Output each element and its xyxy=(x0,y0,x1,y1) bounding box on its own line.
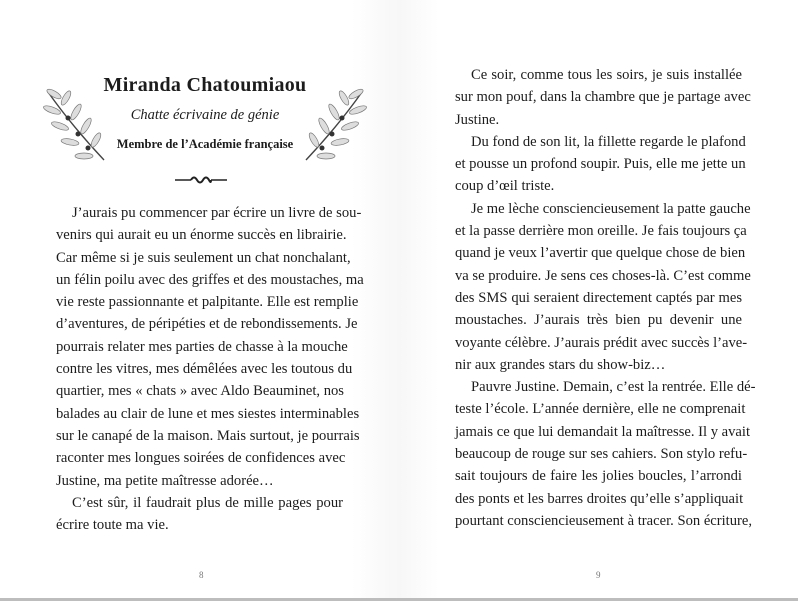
text-line: jamais ce que lui demandait la maîtresse. Il y avait xyxy=(455,423,751,440)
author-subtitle: Chatte écrivaine de génie xyxy=(130,107,280,123)
text-line: va se produire. Je sens ces choses-là. C’est comme xyxy=(455,267,751,284)
text-line: raconter mes longues soirées de confidences avec xyxy=(56,450,346,467)
text-line: un félin poilu avec des griffes et des moustaches, ma xyxy=(56,271,364,288)
text-line: vie reste passionnante et palpitante. Elle est remplie xyxy=(56,294,359,311)
left-page-body xyxy=(56,202,364,536)
text-line: contre les vitres, mes démêlées avec les toutous du xyxy=(56,361,353,378)
text-line: coup d’œil triste. xyxy=(455,178,555,195)
laurel-branch-icon xyxy=(300,86,368,164)
right-page xyxy=(399,0,798,599)
right-page-body xyxy=(455,64,756,532)
text-line: nir aux grandes stars du show-biz… xyxy=(455,356,666,373)
text-line: Je me lèche consciencieusement la patte gauche xyxy=(471,200,751,217)
text-line: Justine. xyxy=(455,111,500,128)
text-line: balades au clair de lune et mes siestes interminables xyxy=(56,405,360,422)
page-number: 8 xyxy=(199,570,204,580)
text-line: C’est sûr, il faudrait plus de mille pages pour xyxy=(72,494,343,511)
text-line: et la passe derrière mon oreille. Je fais toujours ça xyxy=(455,223,747,240)
left-page xyxy=(0,0,399,599)
text-line: pourtant consciencieusement à tracer. Son écriture, xyxy=(455,512,753,529)
text-line: sur le canapé de la maison. Mais surtout, je pourrais xyxy=(56,427,360,444)
text-line: beaucoup de rouge sur ses cahiers. Son stylo refu- xyxy=(455,446,748,463)
text-line: et pousse un profond soupir. Puis, elle me jette un xyxy=(455,156,746,173)
text-line: J’aurais pu commencer par écrire un livre de sou- xyxy=(72,205,362,221)
text-line: des SMS qui seraient directement captés par mes xyxy=(455,289,742,306)
text-line: Du fond de son lit, la fillette regarde le plafond xyxy=(471,133,746,150)
text-line: des ponts et les barres droites qu’elle s’appliquait xyxy=(455,490,744,507)
page-number: 9 xyxy=(596,570,601,580)
text-line: teste l’école. L’année dernière, elle ne comprenait xyxy=(455,401,746,418)
text-line: sur mon pouf, dans la chambre que je partage avec xyxy=(455,89,751,106)
text-line: Car même si je suis seulement un chat nonchalant, xyxy=(56,249,351,266)
text-line: Ce soir, comme tous les soirs, je suis installée xyxy=(471,67,742,83)
text-line: Justine, ma petite maîtresse adorée… xyxy=(56,472,274,489)
text-line: venirs qui aurait eu un énorme succès en librairie. xyxy=(56,227,347,244)
text-line: écrire toute ma vie. xyxy=(56,517,169,534)
author-membership: Membre de l’Académie française xyxy=(116,137,294,151)
text-line: sait toujours de faire les jolies boucles, l’arrondi xyxy=(455,468,742,485)
author-title: Miranda Chatoumiaou xyxy=(103,74,307,96)
text-line: voyante célèbre. J’aurais prédit avec succès l’ave- xyxy=(455,334,748,351)
divider-ornament-icon xyxy=(173,174,229,186)
text-line: quartier, mes « chats » avec Aldo Beauminet, nos xyxy=(56,383,344,400)
laurel-branch-icon xyxy=(42,86,110,164)
text-line: quand je veux l’avertir que quelque chose de bien xyxy=(455,245,746,262)
text-line: moustaches. J’aurais très bien pu devenir une xyxy=(455,312,742,329)
text-line: Pauvre Justine. Demain, c’est la rentrée. Elle dé- xyxy=(471,379,756,396)
text-line: pourrais relater mes parties de chasse à la mouche xyxy=(56,338,348,355)
text-line: d’aventures, de péripéties et de rebondissements. Je xyxy=(56,316,358,333)
